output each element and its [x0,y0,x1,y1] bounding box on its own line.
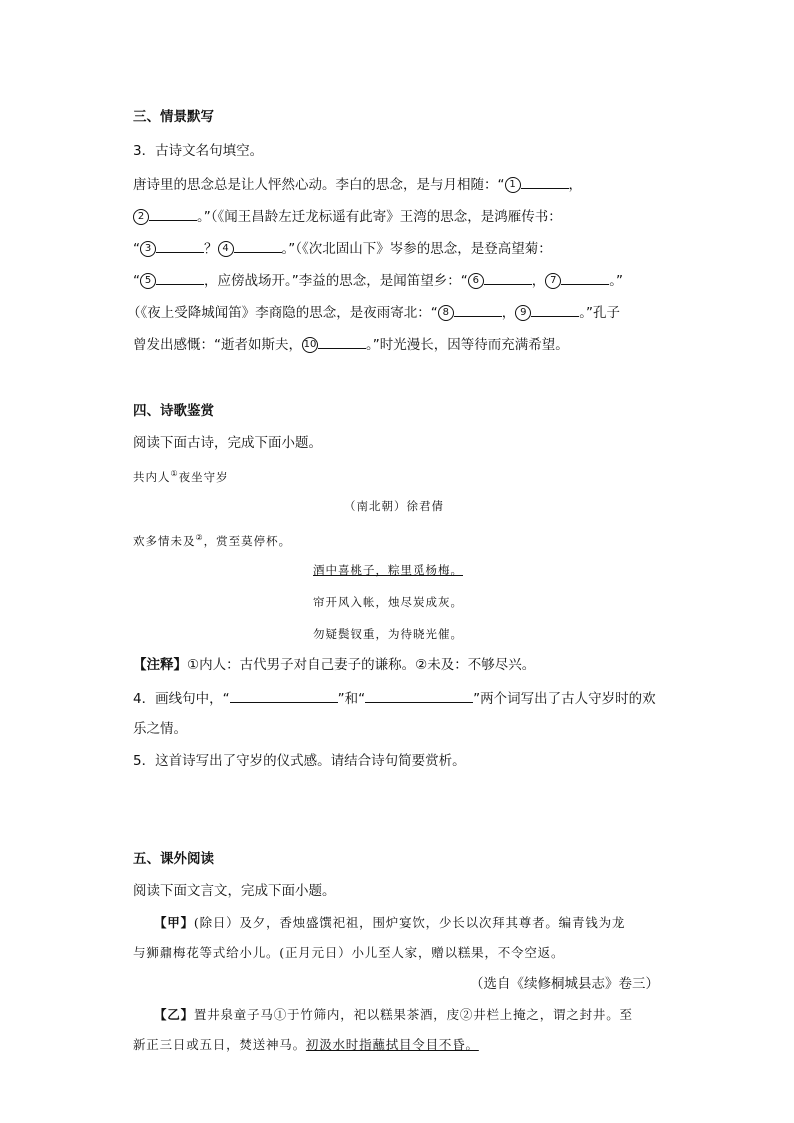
blank-number-5: 5 [140,273,156,289]
question4-line-2: 乐之情。 [133,721,187,737]
passage-label-jia: 【甲】 [154,915,194,930]
passage-label-yi: 【乙】 [154,1007,194,1022]
poem-text: 欢多情未及 [133,533,196,548]
fill-blank-7[interactable] [561,270,609,285]
text: ？ [204,241,218,257]
text: 曾发出感慨：“逝者如斯夫， [133,337,302,353]
fill-blank-10[interactable] [318,334,366,349]
blank-number-9: 9 [515,305,531,321]
passage-source: （选自《续修桐城县志》卷三） [470,976,659,992]
fill-blank-8[interactable] [454,302,502,317]
section5-heading: 五、课外阅读 [133,851,214,867]
text: “ [133,273,140,289]
poem-text: ，赏至莫停杯。 [203,533,292,548]
text: （《夜上受降城闻笛》李商隐的思念，是夜雨寄北：“ [127,305,438,321]
poem-title-text: 夜坐守岁 [178,469,229,484]
text: ，应傍战场开。”李益的思念，是闻笛望乡：“ [204,273,468,289]
blank-number-4: 4 [218,241,234,257]
poem-title [133,465,229,486]
text: 。” [609,273,623,289]
fill-blank-4[interactable] [234,238,282,253]
poem-author: （南北朝）徐君倩 [344,499,444,513]
passage-text: (除日）及夕，香烛盛馔祀祖，围炉宴饮，少长以次拜其尊者。编青钱为龙 [193,915,626,930]
section3-heading: 三、情景默写 [133,109,214,125]
question5: 5．这首诗写出了守岁的仪式感。请结合诗句简要赏析。 [133,753,466,769]
blank-number-2: 2 [133,209,149,225]
note-text: ①内人：古代男子对自己妻子的谦称。②未及：不够尽兴。 [187,657,536,673]
section5-intro: 阅读下面文言文，完成下面小题。 [133,883,336,899]
section4-intro: 阅读下面古诗，完成下面小题。 [133,435,322,451]
blank-number-3: 3 [140,241,156,257]
passage-underlined-text: 初汲水时指蘸拭目令目不昏。 [305,1037,479,1052]
blank-number-7: 7 [545,273,561,289]
fill-blank-3[interactable] [156,238,204,253]
blank-number-8: 8 [438,305,454,321]
poem-title-text: 共内人 [133,469,171,484]
text: 。”时光漫长，因等待而充满希望。 [366,337,569,353]
fill-blank-word-2[interactable] [365,688,473,703]
text: ”两个词写出了古人守岁时的欢 [473,691,656,707]
note-label: 【注释】 [133,657,187,673]
section3-line-4 [133,270,623,290]
passage-text: 置井泉童子马①于竹筛内，祀以糕果茶酒，庋②井栏上掩之，谓之封井。至 [193,1007,633,1022]
passage-jia-line-1 [154,914,625,932]
section3-line-1 [133,174,582,194]
section3-line-5 [127,302,620,322]
passage-yi-line-2 [133,1036,479,1054]
section4-heading: 四、诗歌鉴赏 [133,403,214,419]
blank-number-6: 6 [468,273,484,289]
text: 。”（《闻王昌龄左迁龙标遥有此寄》王湾的思念，是鸿雁传书： [197,209,562,225]
poem-notes [133,656,535,674]
section3-line-3 [133,238,552,258]
fill-blank-1[interactable] [521,174,569,189]
poem-line-1 [133,529,291,550]
blank-number-10: 10 [302,337,318,353]
question4-line-1 [133,688,656,708]
section3-line-6 [133,334,569,354]
fill-blank-word-1[interactable] [230,688,338,703]
fill-blank-5[interactable] [156,270,204,285]
text: 4．画线句中，“ [133,691,230,707]
text: 唐诗里的思念总是让人怦然心动。李白的思念，是与月相随：“ [133,177,505,193]
fill-blank-9[interactable] [531,302,579,317]
text: ”和“ [337,691,366,707]
question3-title: 3．古诗文名句填空。 [133,143,264,159]
poem-line-2-underlined: 酒中喜桃子，粽里觅杨梅。 [313,563,463,577]
text: ， [531,273,546,289]
blank-number-1: 1 [505,177,521,193]
text: “ [133,241,140,257]
poem-line-4: 勿疑鬓钗重，为待晓光催。 [313,627,463,641]
poem-line-3: 帘开风入帐，烛尽炭成灰。 [313,595,463,609]
text: ， [568,177,582,193]
text: 。”（《次北固山下》岑参的思念，是登高望菊： [281,241,552,257]
passage-jia-line-2: 与狮鼐梅花等式给小儿。(正月元日）小儿至人家，赠以糕果，不令空返。 [133,945,565,960]
passage-yi-line-1 [154,1006,633,1024]
fill-blank-2[interactable] [149,206,197,221]
passage-text: 新正三日或五日，焚送神马。 [133,1037,306,1052]
text: ， [501,305,516,321]
note-marker: ② [195,533,204,542]
section3-line-2 [133,206,562,226]
text: 。”孔子 [579,305,620,321]
fill-blank-6[interactable] [484,270,532,285]
note-marker: ① [170,469,179,478]
